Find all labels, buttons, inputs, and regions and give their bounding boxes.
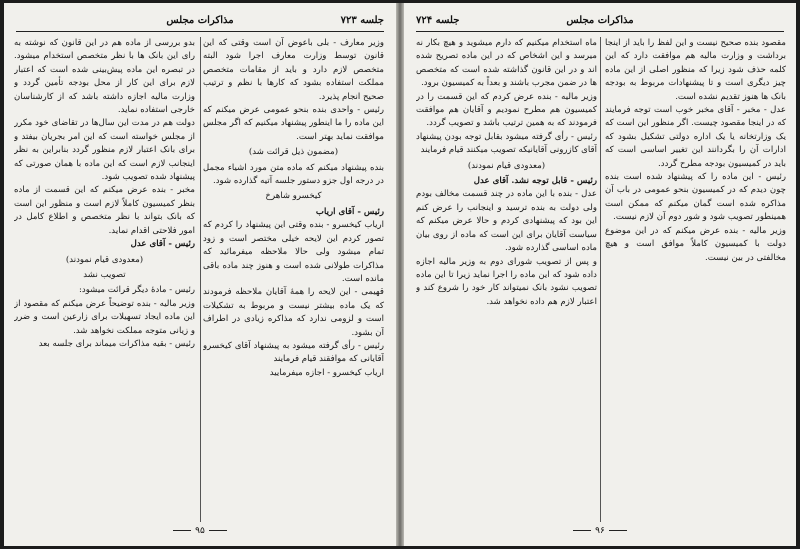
paragraph: رئیس - رأی گرفته میشود به پیشنهاد آقای کیخسرو آقایانی که موافقند قیام فرمایند — [203, 340, 384, 365]
paragraph: وزیر مالیه - بنده توضیحاً عرض میکنم که مقصود از این ماده ایجاد تسهیلات برای زارعین است و ضرر و زیانی متوجه مملکت نخواهد شد. — [14, 298, 195, 336]
paragraph: وزیر معارف - بلی باعوض آن است وقتی که این قانون توسط وزارت معارف اجرا شود البته متخصص لازم دارد و باید از مقامات متخصص مملکت استفاده بشود که کارها با نظم و ترتیب صحیح انجام پذیرد. — [203, 38, 384, 102]
paragraph: مخبر - بنده عرض میکنم که این قسمت از ماده بنظر کمیسیون کاملاً لازم است و منظور این است که بانک بتواند با نظر متخصص و اطلاع کامل در امور فلاحتی اقدام نماید. — [14, 185, 195, 236]
left-page-footer — [4, 526, 396, 540]
left-page-column-1 — [203, 37, 384, 522]
right-page-column-1 — [605, 37, 786, 522]
left-page-column-2 — [14, 37, 195, 522]
right-page — [404, 3, 796, 546]
paragraph: وزیر مالیه - بنده عرض کردم که این قسمت را در کمیسیون هم مطرح نمودیم و آقایان هم موافقت فرمودند که به همین ترتیب باشد و تصویب گردد. — [416, 91, 597, 129]
right-session-number: جلسه ۷۲۴ — [416, 15, 460, 26]
paragraph: ماه استخدام میکنیم که دارم میشوید و هیچ بکار نه میرسد و این اشخاص که در این ماده تصریح شده اند و در این قانون گذاشته شده است که متخصص ها در ضمن مجرب باشند و بعداً به کمیسیون برود. — [416, 38, 597, 89]
paragraph: رئیس - واحدی بنده بنحو عمومی عرض میکنم که این ماده را ما اینطور پیشنهاد میکنیم که اگر مجلس موافقت نماید بهتر است. — [203, 105, 384, 142]
vote-result: تصویب نشد — [83, 269, 126, 280]
right-page-number: ۹۶ — [595, 526, 605, 536]
reading-note: (مضمون ذیل قرائت شد) — [248, 147, 339, 158]
column-divider — [600, 37, 601, 522]
paragraph: اریاب کیخسرو - اجازه میفرمایید — [269, 367, 384, 378]
left-page-title: مذاکرات مجلس — [166, 15, 234, 26]
signature: کیخسرو شاهرخ — [265, 191, 322, 202]
book-spread — [4, 3, 796, 546]
paragraph: رئیس - بقیه مذاکرات میماند برای جلسه بعد — [38, 338, 195, 349]
right-page-footer — [404, 526, 796, 540]
decision-text: رئیس - رأی گرفته میشود بقابل توجه بودن پیشنهاد آقای کازرونی آقایانیکه تصویب میکنند قیام فرمایند — [416, 131, 597, 156]
paragraph: وزیر مالیه - بنده عرض میکنم که در این موضوع دولت با کمیسیون کاملاً موافق است و هیچ مخالفتی در بین نیست. — [605, 225, 786, 263]
left-page-header — [16, 13, 384, 32]
speaker-line: رئیس - آقای اریاب — [315, 206, 384, 217]
left-page — [4, 3, 396, 546]
paragraph: و پس از تصویب شورای دوم به وزیر مالیه اجازه داده شود که این ماده را اجرا نماید زیرا تا این ماده تصویب نشود بانک نمیتواند کار خود را شروع کند و اعتبار لازم هم داده نخواهد شد. — [416, 256, 597, 307]
speaker-line: رئیس - قابل توجه نشد. آقای عدل — [473, 176, 597, 187]
paragraph: بدو بررسی از ماده هم در این قانون که نوشته به رای این بانک ها با نظر متخصص استخدام میشود. در تبصره این ماده پیش‌بینی شده است که اعتبار لازم برای این کار از محل بودجه تأمین گردد و وزارت مالیه اجازه داشته باشد که از کارشناسان خارجی استفاده نماید. — [14, 38, 195, 116]
speaker-line: رئیس - آقای عدل — [130, 239, 195, 250]
paragraph: رئیس - این ماده را که پیشنهاد شده است بنده چون دیدم که در کمیسیون بنحو عمومی در باب آن مذاکره شده است گمان میکنم که ممکن است همینطور تصویب شود و شور دوم آن لازم نیست. — [605, 172, 786, 223]
book-gutter — [396, 3, 404, 546]
vote-note: (معدودی قیام نمودند) — [65, 254, 144, 265]
vote-result: (معدودی قیام نمودند) — [467, 160, 546, 171]
paragraph: عدل - مخبر - آقای مخبر خوب است توجه فرمایند که در اینجا مقصود چیست. اگر منظور این است که یک وزارتخانه یا یک اداره دولتی تشکیل بشود که ادارات آن را بگردانند این تغییر اساسی است که باید در کمیسیون بودجه مطرح گردد. — [605, 105, 786, 169]
left-session-number: جلسه ۷۲۳ — [340, 15, 384, 26]
right-page-title: مذاکرات مجلس — [566, 15, 634, 26]
proposal-text: بنده پیشنهاد میکنم که ماده متن مورد اشیاء مجمل در درجه اول جزو دستور جلسه آتیه گذارده شود. — [203, 162, 384, 187]
paragraph: دولت هم در مدت این سال‌ها در تقاضای خود مکرر از مجلس خواسته است که این امر بجریان بیفتد و برای بانک اعتبار لازم منظور گردد بنابراین به نظر اینجانب لازم است که این ماده با همان صورتی که پیشنهاد شده تصویب شود. — [14, 118, 195, 183]
left-page-number: ۹۵ — [195, 526, 205, 536]
paragraph: رئیس - مادهٔ دیگر قرائت میشود: — [78, 285, 195, 296]
paragraph: اریاب کیخسرو - بنده وقتی این پیشنهاد را کردم که تصور کردم این لایحه خیلی مختصر است و زود تمام میشود ولی حالا ملاحظه میفرمائید که مذاکرات طولانی شده است و هنوز چند ماده باقی مانده است. — [203, 220, 384, 284]
column-divider — [200, 37, 201, 522]
right-page-column-2 — [416, 37, 597, 522]
paragraph: مقصود بنده صحیح نیست و این لفظ را باید از اینجا برداشت و وزارت مالیه هم موافقت دارد که این کلمه حذف شود زیرا که منظور اصلی از این ماده چیز دیگری است و تا پیشنهادات مربوط به بودجه بانک ها هنوز تقدیم نشده است. — [605, 38, 786, 102]
paragraph: عدل - بنده با این ماده در چند قسمت مخالف بودم ولی دولت به بنده ترسید و اینجانب را عرض کنم این بود که پیشنهادی کردم و حالا عرض میکنم که سیاست آقایان برای این است که ماده از روی بیان ماده اساسی گذارده شود. — [416, 189, 597, 254]
paragraph: قهیمی - این لایحه را همهٔ آقایان ملاحظه فرمودند که یک ماده بیشتر نیست و مربوط به تشکیلات است و لزومی ندارد که مذاکره زیادی در اطراف آن بشود. — [203, 287, 384, 338]
right-page-header — [416, 13, 784, 32]
